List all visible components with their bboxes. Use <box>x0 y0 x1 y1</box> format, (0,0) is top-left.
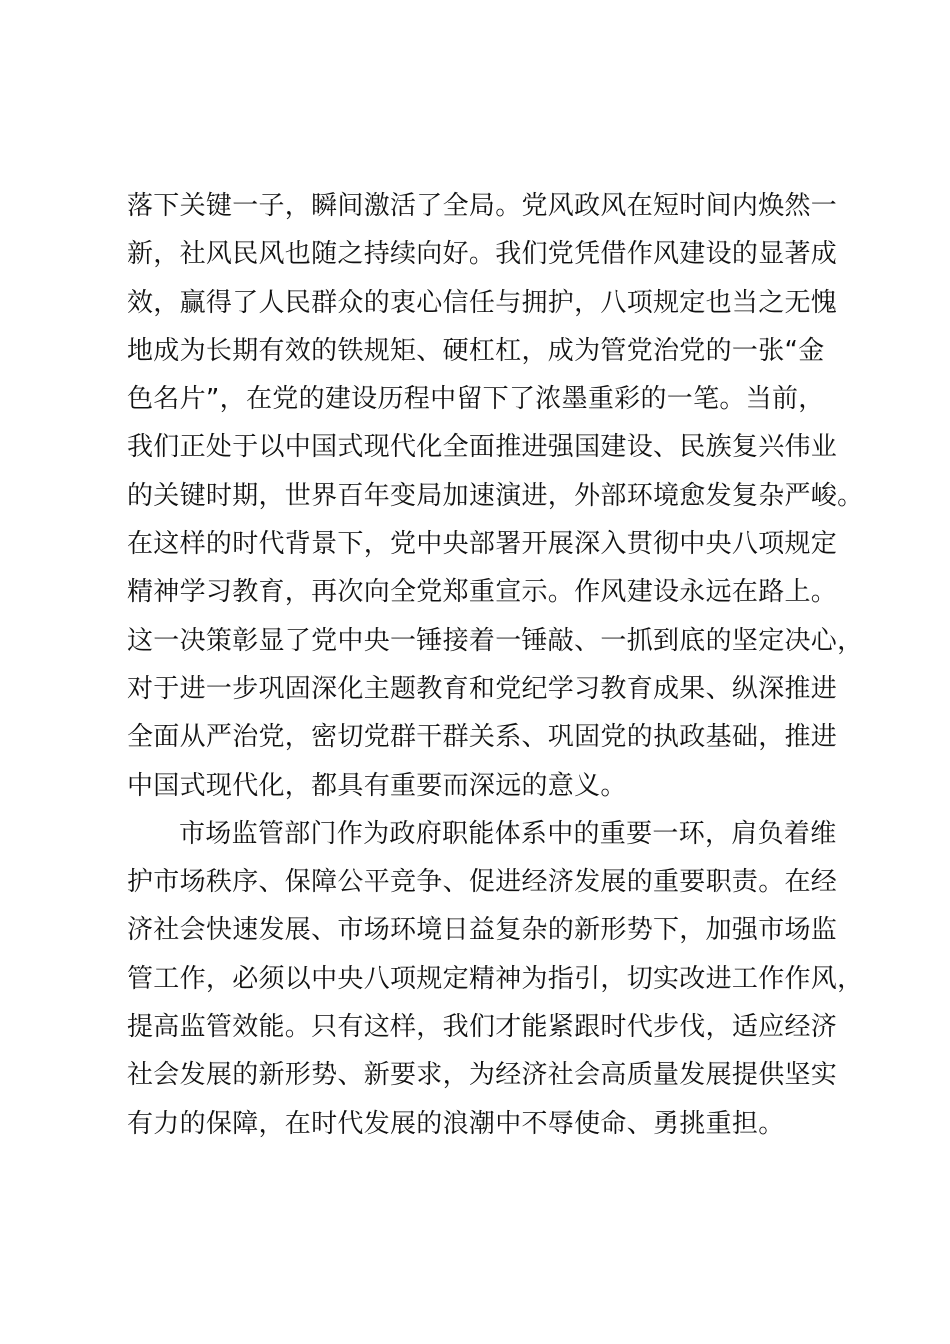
text-line: 护市场秩序、保障公平竞争、促进经济发展的重要职责。在经 <box>127 867 838 898</box>
text-line: 精神学习教育，再次向全党郑重宣示。作风建设永远在路上。 <box>127 577 838 608</box>
text-line: 市场监管部门作为政府职能体系中的重要一环，肩负着维 <box>179 818 837 849</box>
text-line: 的关键时期，世界百年变局加速演进，外部环境愈发复杂严峻。 <box>127 480 864 511</box>
text-line: 有力的保障，在时代发展的浪潮中不辱使命、勇挑重担。 <box>127 1108 785 1139</box>
text-line: 管工作，必须以中央八项规定精神为指引，切实改进工作作风， <box>127 963 864 994</box>
text-line: 提高监管效能。只有这样，我们才能紧跟时代步伐，适应经济 <box>127 1012 838 1043</box>
text-line: 对于进一步巩固深化主题教育和党纪学习教育成果、纵深推进 <box>127 673 838 704</box>
text-line: 色名片”，在党的建设历程中留下了浓墨重彩的一笔。当前， <box>127 384 825 415</box>
text-line: 全面从严治党，密切党群干群关系、巩固党的执政基础，推进 <box>127 722 838 753</box>
text-line: 中国式现代化，都具有重要而深远的意义。 <box>127 770 627 801</box>
text-line: 新，社风民风也随之持续向好。我们党凭借作风建设的显著成 <box>127 239 838 270</box>
text-line: 在这样的时代背景下，党中央部署开展深入贯彻中央八项规定 <box>127 529 838 560</box>
text-line: 我们正处于以中国式现代化全面推进强国建设、民族复兴伟业 <box>127 432 838 463</box>
text-line: 济社会快速发展、市场环境日益复杂的新形势下，加强市场监 <box>127 915 838 946</box>
text-line: 社会发展的新形势、新要求，为经济社会高质量发展提供坚实 <box>127 1060 838 1091</box>
text-line: 这一决策彰显了党中央一锤接着一锤敲、一抓到底的坚定决心， <box>127 625 864 656</box>
text-line: 效，赢得了人民群众的衷心信任与拥护，八项规定也当之无愧 <box>127 287 838 318</box>
text-line: 地成为长期有效的铁规矩、硬杠杠，成为管党治党的一张“金 <box>127 335 825 366</box>
paragraph-2 <box>127 810 864 1148</box>
paragraph-1 <box>127 182 864 810</box>
body-text <box>127 182 864 1148</box>
text-line: 落下关键一子，瞬间激活了全局。党风政风在短时间内焕然一 <box>127 191 838 221</box>
